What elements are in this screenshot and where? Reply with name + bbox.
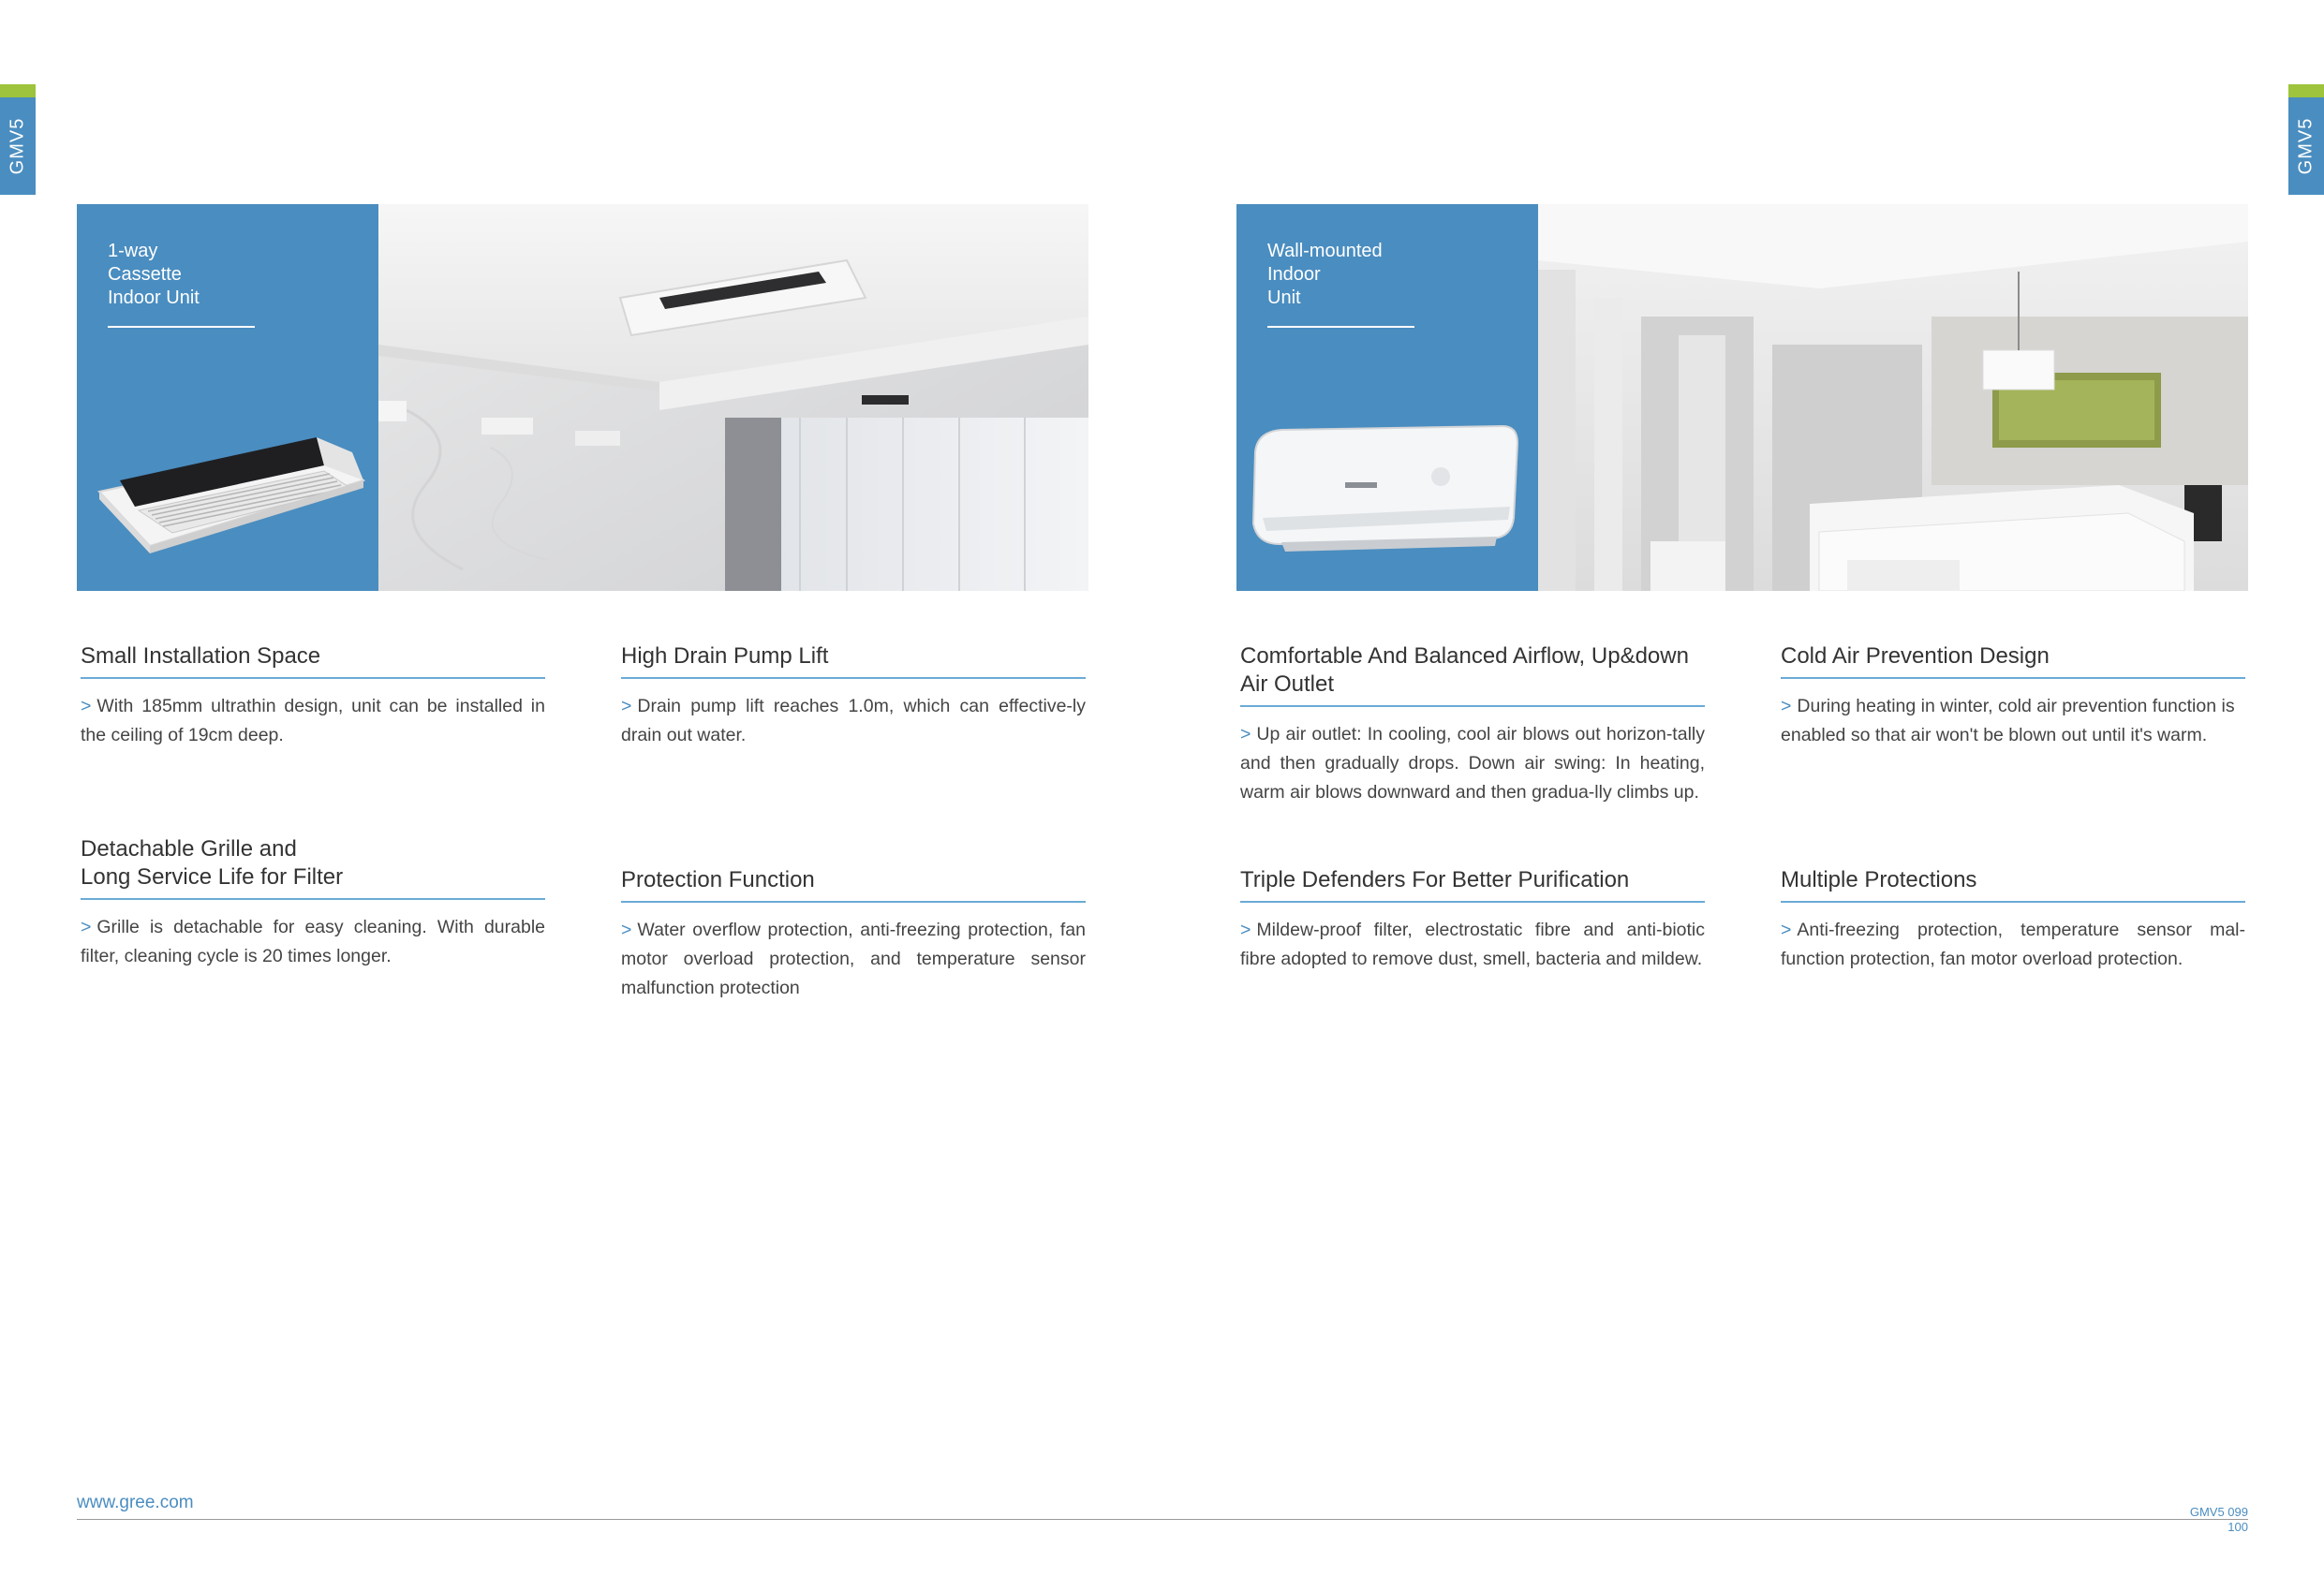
- feature-text: [81, 692, 545, 750]
- feature-multiple-protections: [1781, 866, 2245, 974]
- feature-text-body: Anti-freezing protection, temperature sensor mal-function protection, fan motor overload protection.: [1781, 920, 2245, 969]
- feature-title: Multiple Protections: [1781, 866, 2245, 903]
- side-tab-green-bar: [2288, 84, 2324, 97]
- bullet-arrow-icon: >: [1240, 920, 1251, 940]
- page-number: 100: [2228, 1520, 2248, 1534]
- side-tab-right: [2288, 84, 2324, 195]
- hero-title: 1-way Cassette Indoor Unit: [108, 241, 200, 308]
- hero-cassette: [77, 204, 1088, 591]
- side-tab-label: GMV5: [2295, 117, 2317, 175]
- bullet-arrow-icon: >: [621, 696, 632, 716]
- feature-text: [1781, 692, 2258, 750]
- feature-cold-air-prevention: [1781, 642, 2245, 750]
- feature-text-body: Mildew-proof filter, electrostatic fibre and anti-biotic fibre adopted to remove dust, smell, bacteria and mildew.: [1240, 920, 1705, 969]
- feature-text-body: Water overflow protection, anti-freezing protection, fan motor overload protection, and temperature sensor malfunction protection: [621, 920, 1086, 998]
- feature-text-body: During heating in winter, cold air prevention function is enabled so that air won't be blown out until it's warm.: [1781, 696, 2235, 745]
- feature-text: [81, 913, 545, 971]
- bullet-arrow-icon: >: [81, 696, 92, 716]
- hero-title-rule: [1267, 326, 1414, 328]
- hero-wall-mounted: [1236, 204, 2248, 591]
- feature-high-drain-pump-lift: [621, 642, 1086, 750]
- bullet-arrow-icon: >: [1781, 696, 1792, 716]
- feature-text: [621, 916, 1086, 1003]
- side-tab-label: GMV5: [7, 117, 28, 175]
- living-room-photo: [1538, 204, 2248, 591]
- hero-panel: [1236, 204, 1538, 591]
- bedroom-ceiling-photo: [378, 204, 1088, 591]
- hero-title-rule: [108, 326, 255, 328]
- side-tab-left: [0, 84, 36, 195]
- side-tab-green-bar: [0, 84, 36, 97]
- bullet-arrow-icon: >: [1240, 724, 1251, 744]
- bullet-arrow-icon: >: [1781, 920, 1792, 940]
- feature-title: Triple Defenders For Better Purification: [1240, 866, 1705, 903]
- ceiling-cassette-unit-icon: [82, 405, 373, 555]
- feature-title: Comfortable And Balanced Airflow, Up&down Air Outlet: [1240, 642, 1705, 707]
- feature-title: Detachable Grille and Long Service Life for Filter: [81, 835, 545, 900]
- wall-mounted-ac-icon: [1244, 415, 1525, 555]
- feature-balanced-airflow: [1240, 642, 1705, 807]
- feature-text-body: Up air outlet: In cooling, cool air blows out horizon-tally and then gradually drops. Down air swing: In heating, warm air blows downward and then gradua-lly climbs up.: [1240, 724, 1705, 803]
- footer-divider: [77, 1519, 2248, 1520]
- feature-title: Protection Function: [621, 866, 1086, 903]
- hero-panel: [77, 204, 378, 591]
- feature-protection-function: [621, 866, 1086, 1003]
- feature-text: [621, 692, 1086, 750]
- feature-text: [1781, 916, 2245, 974]
- feature-title: High Drain Pump Lift: [621, 642, 1086, 679]
- side-tab-blue-block: [0, 97, 36, 195]
- page-numbers: [2190, 1505, 2248, 1535]
- feature-text-body: Grille is detachable for easy cleaning. With durable filter, cleaning cycle is 20 times longer.: [81, 917, 545, 966]
- bullet-arrow-icon: >: [81, 917, 92, 937]
- feature-detachable-grille: [81, 835, 545, 971]
- hero-title: Wall-mounted Indoor Unit: [1267, 241, 1383, 308]
- feature-text-body: Drain pump lift reaches 1.0m, which can effective-ly drain out water.: [621, 696, 1086, 745]
- feature-title: Cold Air Prevention Design: [1781, 642, 2245, 679]
- page-label: GMV5 099: [2189, 1505, 2248, 1519]
- feature-text-body: With 185mm ultrathin design, unit can be installed in the ceiling of 19cm deep.: [81, 696, 545, 745]
- feature-text: [1240, 720, 1705, 807]
- footer-website-link[interactable]: www.gree.com: [77, 1493, 194, 1512]
- side-tab-blue-block: [2288, 97, 2324, 195]
- bullet-arrow-icon: >: [621, 920, 632, 940]
- feature-small-installation-space: [81, 642, 545, 750]
- feature-title: Small Installation Space: [81, 642, 545, 679]
- feature-triple-defenders: [1240, 866, 1705, 974]
- feature-text: [1240, 916, 1705, 974]
